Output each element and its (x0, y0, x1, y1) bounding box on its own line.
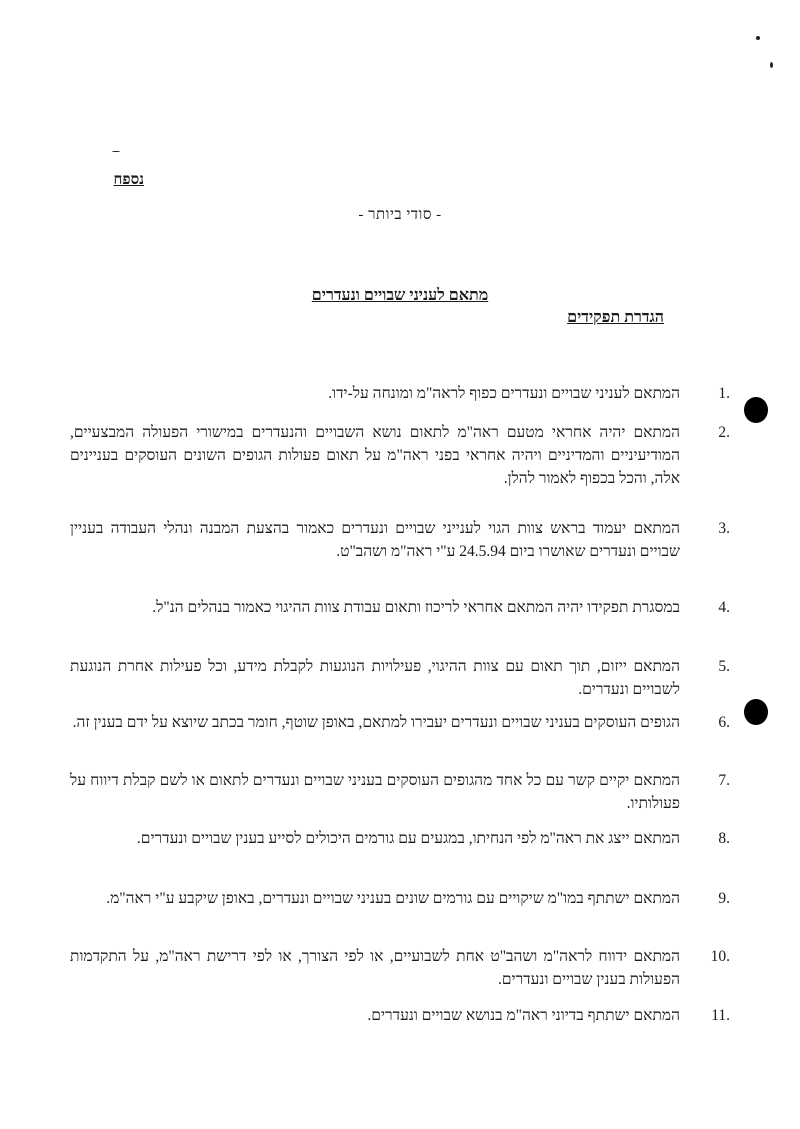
item-number: 3. (718, 520, 730, 537)
scan-speck (112, 151, 120, 152)
item-number: 1. (718, 385, 730, 402)
appendix-label: נספח (113, 172, 144, 188)
item-text: המתאם ישתתף במו"מ שיקויים עם גורמים שונים בעניני שבויים ונעדרים, באופן שיקבע ע"י ראה"מ. (106, 890, 680, 907)
item-text: הגופים העוסקים בעניני שבויים ונעדרים יעבירו למתאם, באופן שוטף, חומר בכתב שיוצא על ידם בענין זה. (72, 714, 680, 731)
binder-hole (744, 699, 768, 725)
item-text: המתאם יעמוד בראש צוות הגוי לענייני שבויים ונעדרים כאמור בהצעת המבנה ונהלי העבודה בעניין שבויים ונעדרים שאושרו ביום 24.5.94 ע"י ראה"מ ושהב"ט. (70, 520, 680, 560)
list-item (70, 421, 730, 490)
item-text: המתאם ידווח לראה"מ ושהב"ט אחת לשבועיים, או לפי הצורך, או לפי דרישת ראה"מ, על התקדמות הפעולות בענין שבויים ונעדרים. (70, 948, 680, 988)
list-item (70, 887, 730, 910)
item-number: 10. (710, 948, 730, 965)
item-text: המתאם ייצג את ראה"מ לפי הנחיתו, במגעים עם גורמים היכולים לסייע בענין שבויים ונעדרים. (136, 830, 680, 847)
list-item (70, 382, 730, 405)
item-text: המתאם לעניני שבויים ונעדרים כפוף לראה"מ ומונחה על-ידו. (328, 385, 680, 402)
item-text: במסגרת תפקידו יהיה המתאם אחראי לריכוז ותאום עבודת צוות ההיגוי כאמור בנהלים הנ"ל. (152, 599, 680, 616)
document-title: מתאם לעניני שבויים ונעדרים (311, 287, 489, 304)
item-number: 2. (718, 424, 730, 441)
scan-speck (770, 62, 773, 68)
item-number: 6. (718, 714, 730, 731)
list-item (70, 1004, 730, 1027)
item-number: 8. (718, 830, 730, 847)
list-item (70, 655, 730, 701)
scan-speck (756, 36, 760, 40)
item-text: המתאם יקיים קשר עם כל אחד מהגופים העוסקים בעניני שבויים ונעדרים לתאום או לשם קבלת דיווח על פעולותיו. (70, 772, 680, 812)
item-number: 11. (711, 1007, 730, 1024)
classification-label: - סודי ביותר - (358, 207, 442, 223)
binder-hole (744, 397, 768, 423)
item-text: המתאם יהיה אחראי מטעם ראה"מ לתאום נושא השבויים והנעדרים במישורי הפעולה המבצעיים, המודיעיניים והמדיניים ויהיה אחראי בפני ראה"מ על תאום פעולות הגופים השונים העוסקים בעניינים אלה, והכל בכפוף לאמור להלן. (70, 424, 680, 487)
item-number: 9. (718, 890, 730, 907)
item-text: המתאם ייזום, תוך תאום עם צוות ההיגוי, פעילויות הנוגעות לקבלת מידע, וכל פעילות אחרת הנוגעת לשבויים ונעדרים. (70, 658, 680, 698)
list-item (70, 827, 730, 850)
list-item (70, 945, 730, 991)
list-item (70, 711, 730, 734)
item-number: 5. (718, 658, 730, 675)
list-item (70, 517, 730, 563)
item-number: 7. (718, 772, 730, 789)
list-item (70, 596, 730, 619)
item-number: 4. (718, 599, 730, 616)
item-text: המתאם ישתתף בדיוני ראה"מ בנושא שבויים ונעדרים. (367, 1007, 680, 1024)
list-item (70, 769, 730, 815)
section-heading: הגדרת תפקידים (567, 309, 664, 326)
